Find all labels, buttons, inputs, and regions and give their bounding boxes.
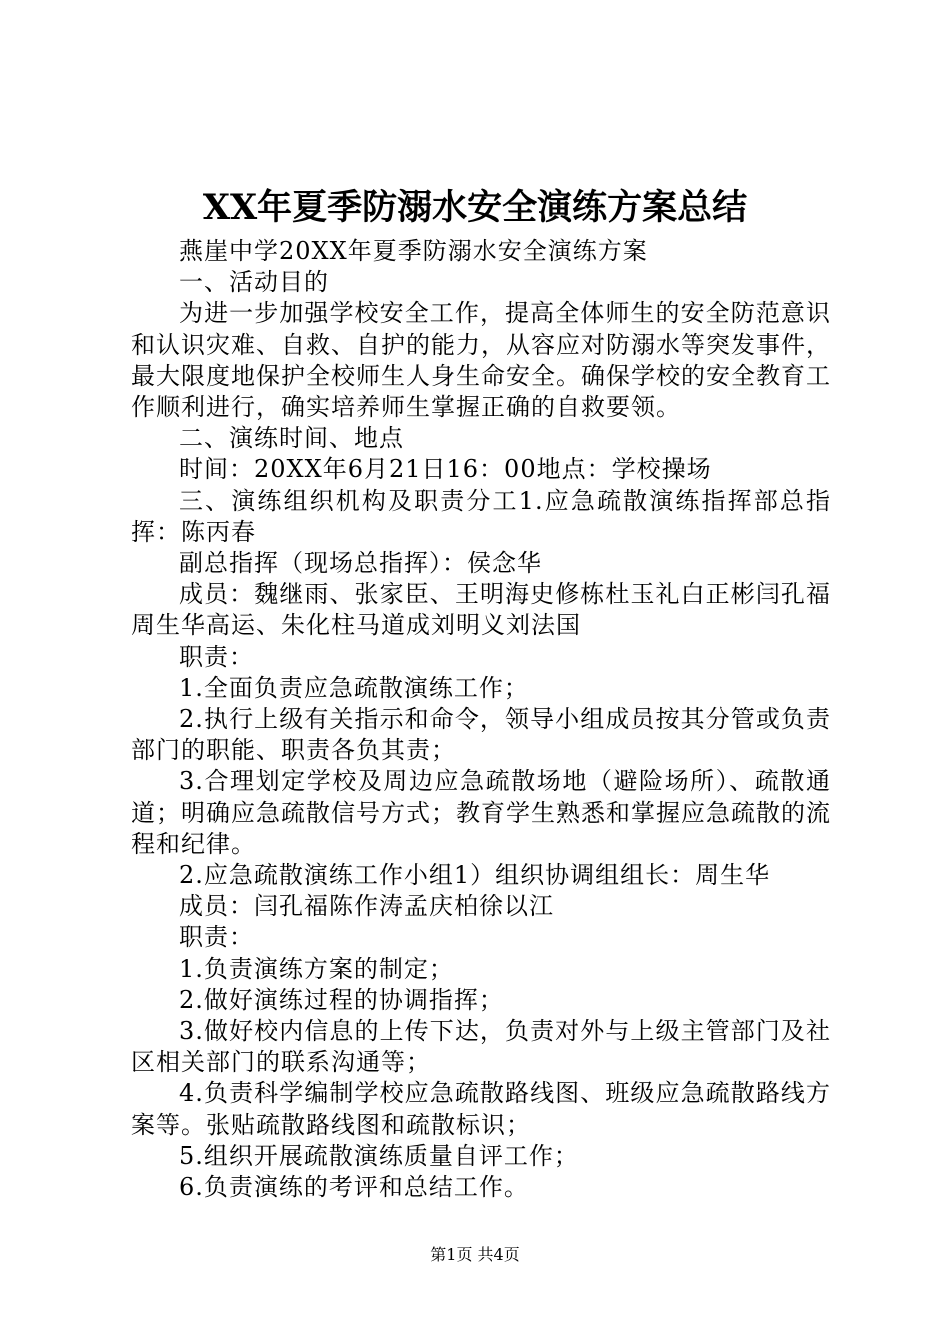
paragraph-section-1-heading: 一、活动目的 bbox=[179, 268, 329, 297]
paragraph-purpose: 为进一步加强学校安全工作，提高全体师生的安全防范意识和认识灾难、自救、自护的能力，从容应对防溺水等突发事件，最大限度地保护全校师生人身生命安全。确保学校的安全教育工作顺利进行，确实培养师生掌握正确的自救要领。 bbox=[131, 299, 831, 422]
paragraph-group-duty-5: 5.组织开展疏散演练质量自评工作； bbox=[179, 1141, 579, 1170]
paragraph-members: 成员：魏继雨、张家臣、王明海史修栋杜玉礼白正彬闫孔福周生华高运、朱化柱马道成刘明义刘法国 bbox=[131, 580, 831, 640]
paragraph-group-members: 成员：闫孔福陈作涛孟庆柏徐以江 bbox=[179, 892, 554, 921]
paragraph-section-3-heading: 三、演练组织机构及职责分工1.应急疏散演练指挥部总指挥：陈丙春 bbox=[131, 486, 831, 546]
document-title: XX年夏季防溺水安全演练方案总结 bbox=[202, 187, 748, 228]
paragraph-time-place: 时间：20XX年6月21日16：00地点：学校操场 bbox=[179, 455, 712, 484]
paragraph-group-duty-1: 1.负责演练方案的制定； bbox=[179, 954, 454, 983]
paragraph-duty-3: 3.合理划定学校及周边应急疏散场地（避险场所）、疏散通道；明确应急疏散信号方式；教育学生熟悉和掌握应急疏散的流程和纪律。 bbox=[131, 767, 831, 858]
paragraph-group-duty-4: 4.负责科学编制学校应急疏散路线图、班级应急疏散路线方案等。张贴疏散路线图和疏散标识； bbox=[131, 1079, 831, 1139]
paragraph-group-duty-2: 2.做好演练过程的协调指挥； bbox=[179, 985, 504, 1014]
paragraph-duties-label: 职责： bbox=[179, 642, 254, 671]
paragraph-school-plan-title: 燕崖中学20XX年夏季防溺水安全演练方案 bbox=[179, 237, 648, 265]
paragraph-section-2-heading: 二、演练时间、地点 bbox=[179, 424, 404, 453]
paragraph-deputy-commander: 副总指挥（现场总指挥）：侯念华 bbox=[179, 549, 542, 578]
paragraph-working-group: 2.应急疏散演练工作小组1）组织协调组组长：周生华 bbox=[179, 861, 771, 890]
paragraph-duty-2: 2.执行上级有关指示和命令，领导小组成员按其分管或负责部门的职能、职责各负其责； bbox=[131, 705, 831, 765]
document-body bbox=[131, 236, 831, 1203]
paragraph-duty-1: 1.全面负责应急疏散演练工作； bbox=[179, 673, 529, 702]
page-number-footer: 第1页 共4页 bbox=[430, 1245, 520, 1264]
paragraph-group-duty-6: 6.负责演练的考评和总结工作。 bbox=[179, 1173, 529, 1202]
paragraph-group-duties-label: 职责： bbox=[179, 923, 254, 952]
paragraph-group-duty-3: 3.做好校内信息的上传下达，负责对外与上级主管部门及社区相关部门的联系沟通等； bbox=[131, 1017, 831, 1077]
